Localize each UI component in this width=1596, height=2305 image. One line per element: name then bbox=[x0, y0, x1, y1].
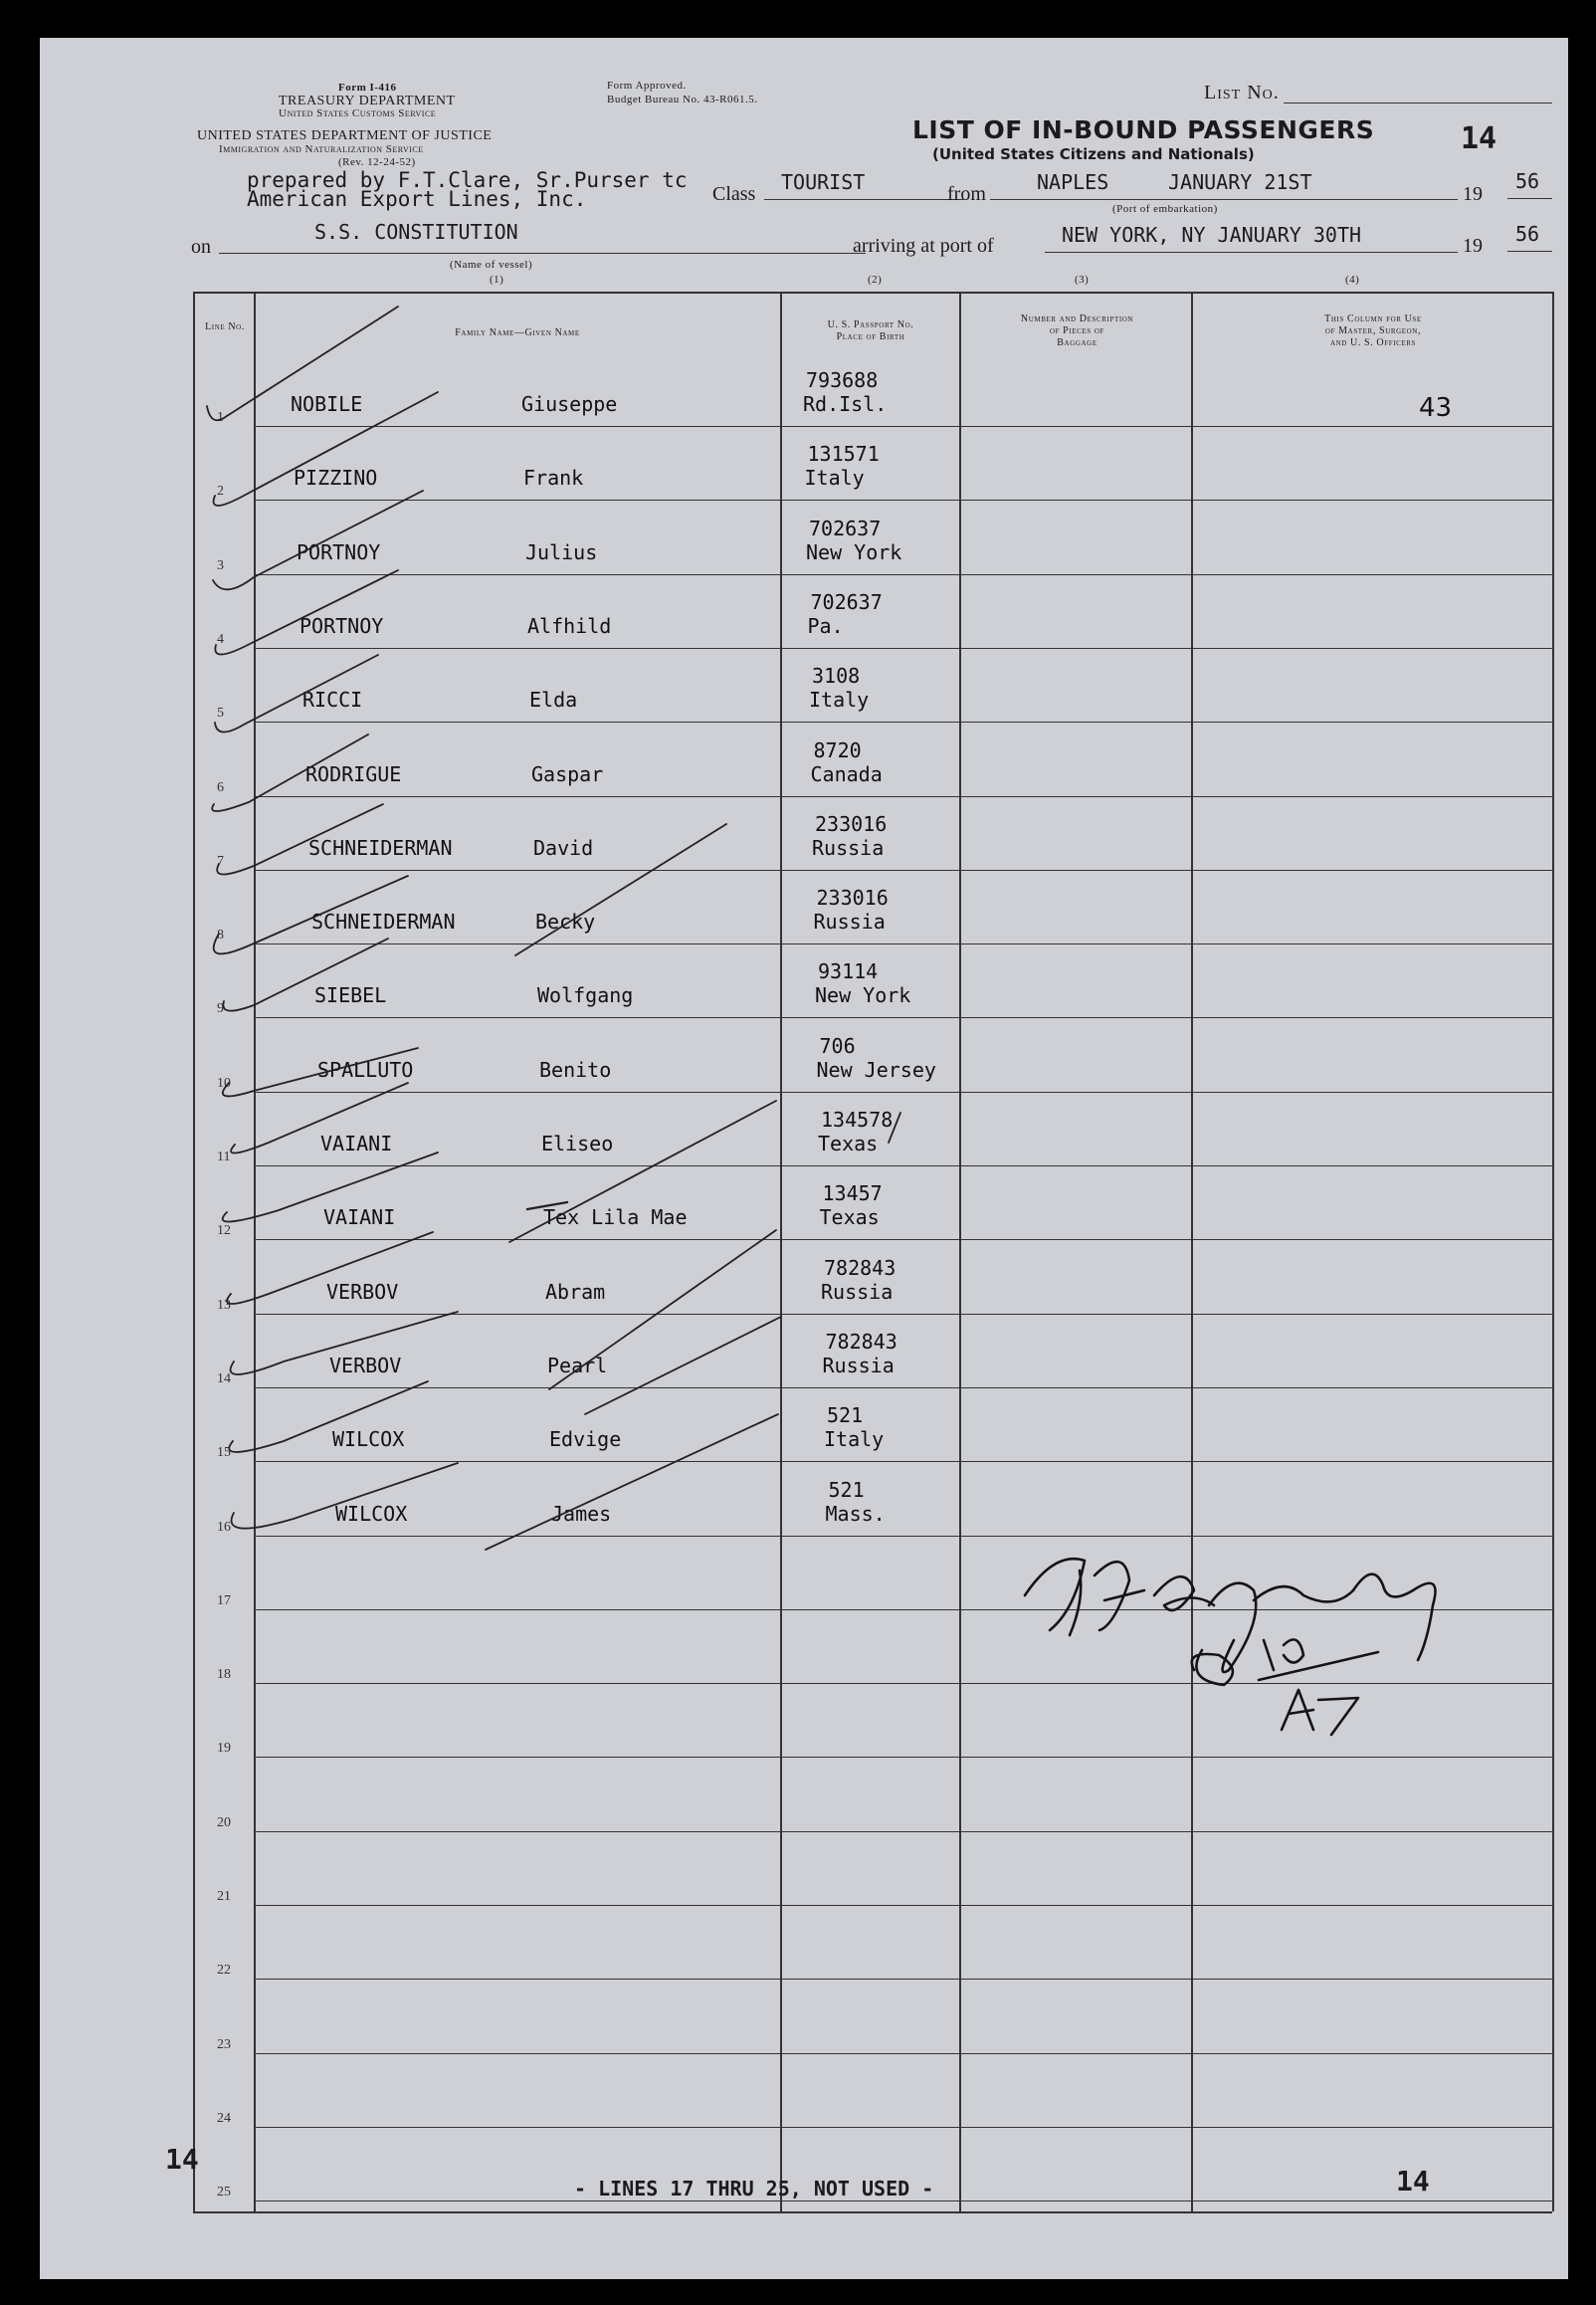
col2-number: (2) bbox=[868, 274, 883, 286]
given-name: Edvige bbox=[549, 1427, 622, 1452]
prepared-by-line1: prepared by F.T.Clare, Sr.Purser tc bbox=[247, 168, 688, 192]
line-number: 13 bbox=[217, 1297, 231, 1313]
revision: (Rev. 12-24-52) bbox=[338, 156, 416, 168]
row-rule bbox=[254, 1387, 1552, 1388]
family-name: SCHNEIDERMAN bbox=[308, 835, 453, 860]
place-of-birth: Russia bbox=[813, 910, 886, 935]
year-prefix-2: 19 bbox=[1463, 235, 1483, 257]
family-name: WILCOX bbox=[332, 1427, 405, 1452]
col-header-baggage-3: Baggage bbox=[1057, 337, 1097, 348]
inspector-signature bbox=[40, 38, 1568, 2279]
line-number: 23 bbox=[217, 2036, 231, 2052]
col-divider-name bbox=[780, 292, 782, 2211]
place-of-birth: Mass. bbox=[825, 1501, 886, 1526]
given-name: Frank bbox=[523, 466, 584, 491]
col1-number: (1) bbox=[490, 274, 504, 286]
col-divider-lineno bbox=[254, 292, 256, 2211]
given-name: Giuseppe bbox=[521, 392, 618, 416]
family-name: RICCI bbox=[302, 688, 363, 713]
unused-lines-note: - LINES 17 THRU 25, NOT USED - bbox=[574, 2177, 934, 2200]
row-rule bbox=[254, 1683, 1552, 1684]
place-of-birth: Russia bbox=[821, 1279, 894, 1304]
passport-number: 702637 bbox=[810, 589, 883, 614]
line-number: 7 bbox=[217, 853, 224, 869]
given-name: Abram bbox=[545, 1279, 606, 1304]
place-of-birth: Italy bbox=[804, 466, 865, 491]
embark-date: JANUARY 21ST bbox=[1168, 170, 1312, 194]
treasury-dept: TREASURY DEPARTMENT bbox=[279, 94, 456, 108]
passport-number: 134578 bbox=[821, 1108, 894, 1132]
line-number: 11 bbox=[217, 1150, 231, 1164]
col-header-baggage-2: of Pieces of bbox=[1049, 325, 1105, 336]
line-number: 16 bbox=[217, 1519, 231, 1535]
given-name: Becky bbox=[535, 910, 596, 935]
col-divider-baggage bbox=[1191, 292, 1193, 2211]
year1-underline bbox=[1507, 198, 1552, 199]
line-number: 1 bbox=[217, 410, 224, 425]
passport-number: 13457 bbox=[822, 1181, 883, 1206]
col-header-officers-2: of Master, Surgeon, bbox=[1324, 325, 1422, 336]
family-name: WILCOX bbox=[335, 1501, 408, 1526]
passport-number: 233016 bbox=[816, 886, 889, 911]
table-right-border bbox=[1552, 292, 1554, 2211]
row-rule bbox=[254, 500, 1552, 501]
row-rule bbox=[254, 2200, 1552, 2201]
family-name: NOBILE bbox=[291, 392, 363, 416]
table-left-border bbox=[193, 292, 195, 2211]
line-number: 19 bbox=[217, 1741, 231, 1757]
row-rule bbox=[254, 2127, 1552, 2128]
row-rule bbox=[254, 1609, 1552, 1610]
col-header-officers-3: and U. S. Officers bbox=[1329, 337, 1417, 348]
line-number: 5 bbox=[217, 706, 224, 722]
prepared-by-line2: American Export Lines, Inc. bbox=[247, 187, 587, 211]
line-number: 14 bbox=[217, 1370, 231, 1386]
row-rule bbox=[254, 1239, 1552, 1240]
passport-number: 93114 bbox=[818, 959, 879, 984]
row-rule bbox=[254, 870, 1552, 871]
place-of-birth: New Jersey bbox=[816, 1057, 936, 1082]
col-header-birthplace: Place of Birth bbox=[836, 331, 905, 342]
passport-number: 521 bbox=[827, 1403, 864, 1428]
arrival-underline bbox=[1045, 252, 1458, 253]
table-top-border bbox=[193, 292, 1552, 294]
form-approved: Form Approved. bbox=[607, 80, 687, 92]
col-divider-passport bbox=[959, 292, 961, 2211]
vessel-caption: (Name of vessel) bbox=[450, 259, 533, 271]
place-of-birth: Rd.Isl. bbox=[803, 392, 888, 416]
line-number: 6 bbox=[217, 779, 224, 795]
passport-number: 521 bbox=[828, 1477, 865, 1502]
line-number: 25 bbox=[217, 2185, 231, 2200]
row-rule bbox=[254, 426, 1552, 427]
from-label: from bbox=[947, 183, 986, 205]
line-number: 20 bbox=[217, 1814, 231, 1830]
line-number: 17 bbox=[217, 1592, 231, 1608]
row-rule bbox=[254, 2053, 1552, 2054]
family-name: VERBOV bbox=[326, 1279, 399, 1304]
col-header-name: Family Name—Given Name bbox=[455, 327, 580, 338]
line-number: 4 bbox=[217, 631, 224, 647]
given-name: Wolfgang bbox=[537, 983, 634, 1008]
family-name: PORTNOY bbox=[297, 539, 381, 564]
row-rule bbox=[254, 1757, 1552, 1758]
year-2: 56 bbox=[1515, 222, 1540, 246]
form-number: Form I-416 bbox=[338, 82, 397, 94]
passport-number: 706 bbox=[819, 1033, 856, 1058]
list-no-underline bbox=[1284, 103, 1552, 104]
given-name: David bbox=[533, 835, 594, 860]
place-of-birth: Russia bbox=[812, 835, 885, 860]
table-bottom-border bbox=[193, 2211, 1552, 2213]
arrival-port-date: NEW YORK, NY JANUARY 30TH bbox=[1062, 223, 1362, 247]
line-number: 24 bbox=[217, 2110, 231, 2126]
place-of-birth: Canada bbox=[810, 761, 883, 786]
row-rule bbox=[254, 1536, 1552, 1537]
given-name: Alfhild bbox=[527, 613, 612, 638]
from-underline bbox=[990, 199, 1458, 200]
ins-service: Immigration and Naturalization Service bbox=[219, 143, 424, 155]
place-of-birth: Texas bbox=[818, 1132, 879, 1155]
given-name: Eliseo bbox=[541, 1132, 614, 1155]
place-of-birth: Pa. bbox=[807, 613, 844, 638]
passport-number: 233016 bbox=[815, 811, 888, 836]
family-name: PIZZINO bbox=[294, 466, 378, 491]
list-subtitle: (United States Citizens and Nationals) bbox=[932, 145, 1255, 163]
list-no-label: List No. bbox=[1204, 82, 1280, 104]
family-name: SIEBEL bbox=[314, 983, 387, 1008]
passport-number: 3108 bbox=[812, 664, 861, 689]
given-name: Julius bbox=[525, 539, 598, 564]
family-name: VERBOV bbox=[329, 1353, 402, 1377]
vessel-name: S.S. CONSTITUTION bbox=[314, 220, 518, 244]
manifest-page bbox=[40, 38, 1568, 2279]
row-rule bbox=[254, 1979, 1552, 1980]
row-rule bbox=[254, 1165, 1552, 1166]
row-rule bbox=[254, 1831, 1552, 1832]
family-name: RODRIGUE bbox=[305, 761, 402, 786]
line-number: 18 bbox=[217, 1667, 231, 1683]
passport-number: 782843 bbox=[824, 1255, 897, 1280]
embark-port: NAPLES bbox=[1037, 170, 1109, 194]
row-rule bbox=[254, 648, 1552, 649]
given-name: Pearl bbox=[547, 1353, 608, 1377]
passport-number: 702637 bbox=[809, 516, 882, 540]
passport-number: 8720 bbox=[813, 737, 862, 762]
row-rule bbox=[254, 796, 1552, 797]
year2-underline bbox=[1507, 251, 1552, 252]
place-of-birth: Italy bbox=[824, 1427, 885, 1452]
line-number: 2 bbox=[217, 484, 224, 500]
line-number: 10 bbox=[217, 1075, 231, 1091]
port-embark-caption: (Port of embarkation) bbox=[1112, 203, 1218, 215]
class-label: Class bbox=[712, 183, 756, 205]
row-rule bbox=[254, 1092, 1552, 1093]
given-name: Tex Lila Mae bbox=[543, 1205, 688, 1230]
row-rule bbox=[254, 1905, 1552, 1906]
line-number: 15 bbox=[217, 1445, 231, 1461]
family-name: SPALLUTO bbox=[317, 1057, 414, 1082]
col4-number: (4) bbox=[1345, 274, 1360, 286]
passport-number: 793688 bbox=[806, 368, 879, 392]
row-rule bbox=[254, 1017, 1552, 1018]
place-of-birth: Russia bbox=[822, 1353, 895, 1377]
page-number-right: 14 bbox=[1396, 2165, 1430, 2198]
passport-number: 782843 bbox=[825, 1329, 898, 1354]
class-value: TOURIST bbox=[781, 170, 866, 194]
given-name: Gaspar bbox=[531, 761, 604, 786]
passport-number: 131571 bbox=[807, 442, 880, 467]
col-header-officers-1: This Column for Use bbox=[1324, 314, 1422, 324]
line-number: 21 bbox=[217, 1889, 231, 1904]
list-title: LIST OF IN-BOUND PASSENGERS bbox=[912, 115, 1375, 144]
place-of-birth: Texas bbox=[819, 1205, 880, 1230]
family-name: PORTNOY bbox=[299, 613, 384, 638]
row-rule bbox=[254, 943, 1552, 944]
on-label: on bbox=[191, 236, 211, 258]
budget-bureau: Budget Bureau No. 43-R061.5. bbox=[607, 94, 758, 105]
line-number: 8 bbox=[217, 928, 224, 943]
family-name: VAIANI bbox=[320, 1132, 393, 1155]
line-number: 3 bbox=[217, 557, 224, 573]
year-prefix-1: 19 bbox=[1463, 183, 1483, 205]
row-rule bbox=[254, 1314, 1552, 1315]
place-of-birth: New York bbox=[806, 539, 902, 564]
family-name: SCHNEIDERMAN bbox=[311, 910, 456, 935]
list-number: 14 bbox=[1461, 121, 1497, 156]
place-of-birth: New York bbox=[815, 983, 911, 1008]
col3-number: (3) bbox=[1075, 274, 1090, 286]
place-of-birth: Italy bbox=[809, 688, 870, 713]
col-header-line-no: Line No. bbox=[205, 321, 245, 332]
given-name: James bbox=[551, 1501, 612, 1526]
line-number: 9 bbox=[217, 1001, 224, 1017]
arriving-label: arriving at port of bbox=[853, 235, 994, 257]
given-name: Elda bbox=[529, 688, 578, 713]
row-rule bbox=[254, 722, 1552, 723]
vessel-underline bbox=[219, 253, 866, 254]
col-header-baggage-1: Number and Description bbox=[1020, 314, 1134, 324]
page-number-left: 14 bbox=[165, 2143, 199, 2176]
class-underline bbox=[764, 199, 963, 200]
row-rule bbox=[254, 574, 1552, 575]
line-number: 22 bbox=[217, 1963, 231, 1979]
justice-dept: UNITED STATES DEPARTMENT OF JUSTICE bbox=[197, 128, 493, 143]
line-number: 12 bbox=[217, 1223, 231, 1239]
family-name: VAIANI bbox=[323, 1205, 396, 1230]
given-name: Benito bbox=[539, 1057, 612, 1082]
officer-note: 43 bbox=[1419, 393, 1453, 423]
row-rule bbox=[254, 1461, 1552, 1462]
year-1: 56 bbox=[1515, 169, 1540, 193]
col-header-passport: U. S. Passport No. bbox=[827, 319, 914, 330]
customs-service: United States Customs Service bbox=[279, 107, 437, 119]
handwritten-check-marks bbox=[40, 38, 1568, 2279]
